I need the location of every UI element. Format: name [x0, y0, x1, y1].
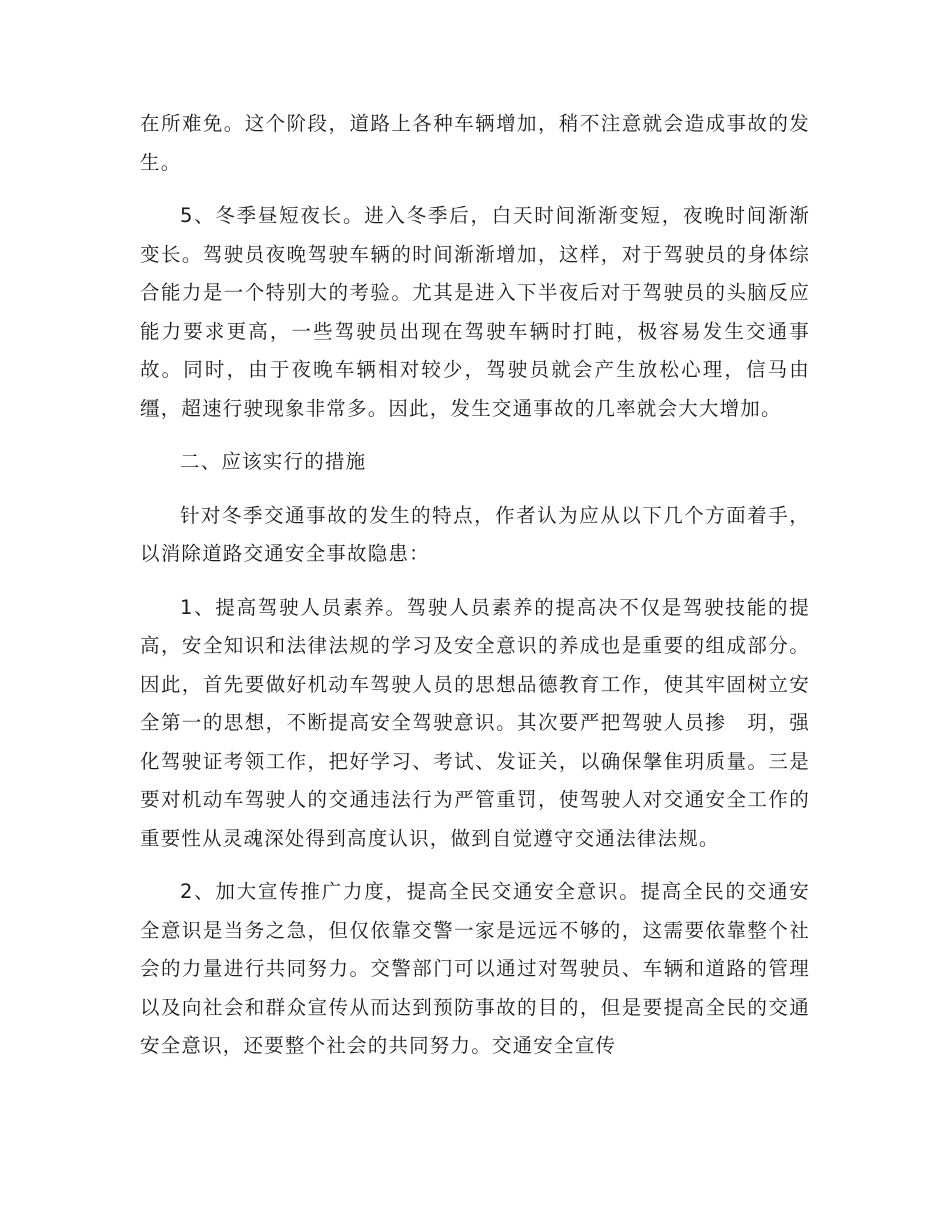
- paragraph-continuation: 在所难免。这个阶段，道路上各种车辆增加，稍不注意就会造成事故的发生。: [140, 112, 810, 174]
- paragraph-measure-2-publicity: 2、加大宣传推广力度，提高全民交通安全意识。提高全民的交通安全意识是当务之急，但仅依靠交警一家是远远不够的，这需要依靠整个社会的力量进行共同努力。交警部门可以通过对驾驶员、车辆和道路的管理以及向社会和群众宣传从而达到预防事故的目的，但是要提高全民的交通安全意识，还要整个社会的共同努力。交通安全宣传: [140, 880, 810, 1057]
- section-heading-measures: 二、应该实行的措施: [180, 450, 367, 473]
- paragraph-measure-1-driver-quality: 1、提高驾驶人员素养。驾驶人员素养的提高决不仅是驾驶技能的提高，安全知识和法律法规的学习及安全意识的养成也是重要的组成部分。因此，首先要做好机动车驾驶人员的思想品德教育工作，使其牢固树立安全第一的思想，不断提高安全驾驶意识。其次要严把驾驶人员掺 玥，强化驾驶证考领工作，把好学习、考试、发证关，以确保搫隹玥质量。三是要对机动车驾驶人的交通违法行为严管重罚，使驾驶人对交通安全工作的重要性从灵魂深处得到高度认识，做到自觉遵守交通法律法规。: [140, 595, 810, 850]
- paragraph-measures-intro: 针对冬季交通事故的发生的特点，作者认为应从以下几个方面着手，以消除道路交通安全事故隐患：: [140, 503, 810, 565]
- document-body: [140, 105, 810, 1081]
- paragraph-item-5-winter-short-days: 5、冬季昼短夜长。进入冬季后，白天时间渐渐变短，夜晚时间渐渐变长。驾驶员夜晚驾驶车辆的时间渐渐增加，这样，对于驾驶员的身体综合能力是一个特别大的考验。尤其是进入下半夜后对于驾驶员的头脑反应能力要求更高，一些驾驶员出现在驾驶车辆时打盹，极容易发生交通事故。同时，由于夜晚车辆相对较少，驾驶员就会产生放松心理，信马由缰，超速行驶现象非常多。因此，发生交通事故的几率就会大大增加。: [140, 204, 810, 420]
